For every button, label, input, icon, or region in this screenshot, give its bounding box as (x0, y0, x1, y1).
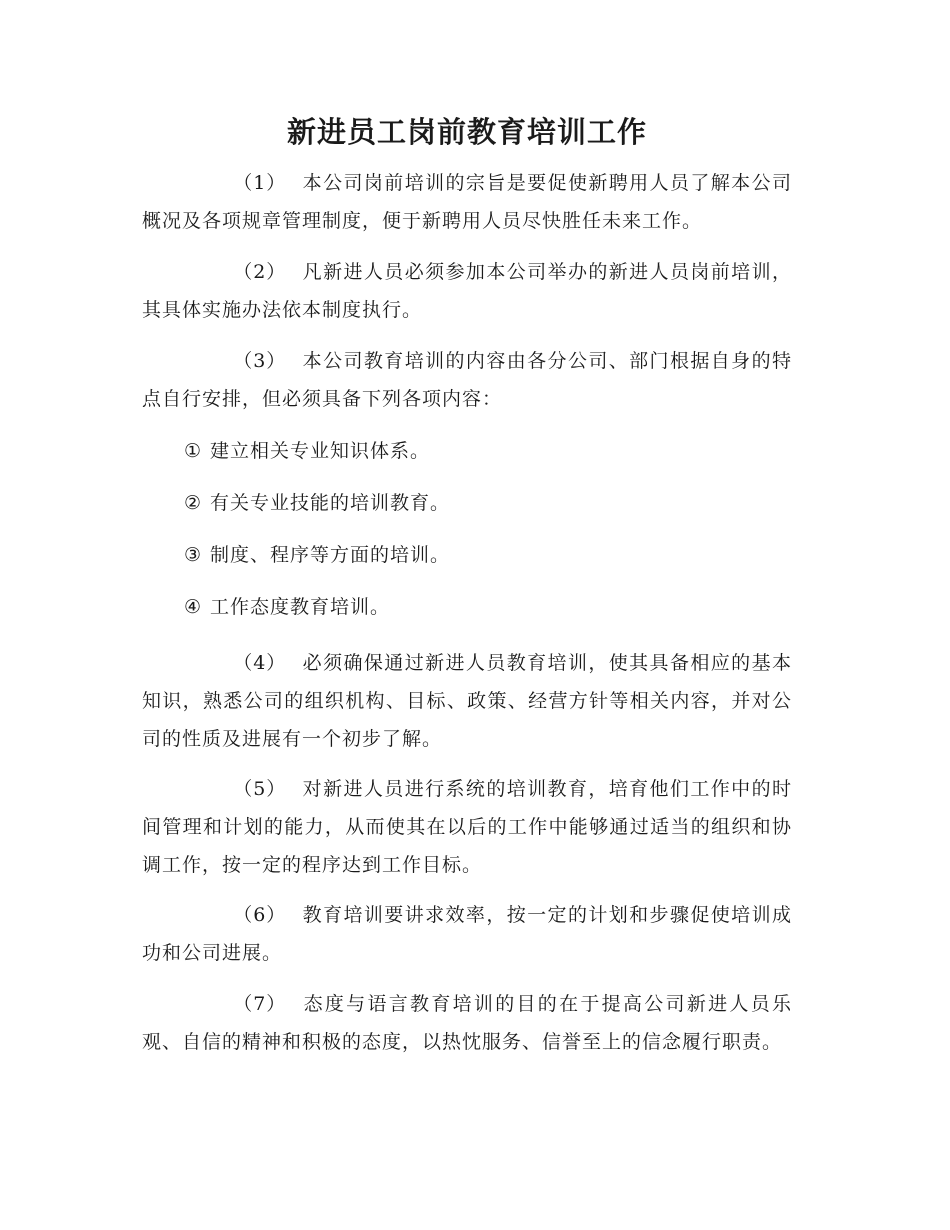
paragraph-text: 本公司岗前培训的宗旨是要促使新聘用人员了解本公司概况及各项规章管理制度，便于新聘用人员尽快胜任未来工作。 (142, 172, 792, 232)
paragraph-text: 本公司教育培训的内容由各分公司、部门根据自身的特点自行安排，但必须具备下列各项内容： (142, 350, 792, 410)
list-marker: ① (184, 440, 203, 462)
paragraph-text: 对新进人员进行系统的培训教育，培育他们工作中的时间管理和计划的能力，从而使其在以后的工作中能够通过适当的组织和协调工作，按一定的程序达到工作目标。 (142, 778, 792, 876)
list-item-text: 建立相关专业知识体系。 (210, 440, 431, 462)
paragraph-5 (142, 770, 792, 884)
paragraph-4 (142, 644, 792, 758)
paragraph-6 (142, 896, 792, 972)
list-item-3 (184, 536, 450, 574)
list-marker: ② (184, 492, 203, 514)
paragraph-1 (142, 164, 792, 240)
list-item-2 (184, 484, 450, 522)
paragraph-text: 教育培训要讲求效率，按一定的计划和步骤促使培训成功和公司进展。 (142, 904, 792, 964)
paragraph-7 (142, 985, 792, 1061)
list-item-text: 制度、程序等方面的培训。 (210, 544, 451, 566)
list-item-text: 有关专业技能的培训教育。 (210, 492, 451, 514)
paragraph-number: （7） (233, 993, 287, 1015)
paragraph-number: （1） (233, 172, 287, 194)
paragraph-3 (142, 342, 792, 418)
list-item-1 (184, 432, 430, 470)
paragraph-text: 态度与语言教育培训的目的在于提高公司新进人员乐观、自信的精神和积极的态度，以热忱服务、信誉至上的信念履行职责。 (142, 993, 792, 1053)
paragraph-number: （2） (233, 261, 287, 283)
paragraph-text: 凡新进人员必须参加本公司举办的新进人员岗前培训，其具体实施办法依本制度执行。 (142, 261, 792, 321)
list-marker: ④ (184, 596, 203, 618)
paragraph-number: （3） (233, 350, 287, 372)
paragraph-number: （4） (233, 652, 287, 674)
list-marker: ③ (184, 544, 203, 566)
paragraph-number: （6） (233, 904, 287, 926)
paragraph-number: （5） (233, 778, 287, 800)
document-title: 新进员工岗前教育培训工作 (286, 115, 647, 149)
paragraph-2 (142, 253, 792, 329)
list-item-4 (184, 588, 390, 626)
paragraph-text: 必须确保通过新进人员教育培训，使其具备相应的基本知识，熟悉公司的组织机构、目标、政策、经营方针等相关内容，并对公司的性质及进展有一个初步了解。 (142, 652, 792, 750)
list-item-text: 工作态度教育培训。 (210, 596, 391, 618)
